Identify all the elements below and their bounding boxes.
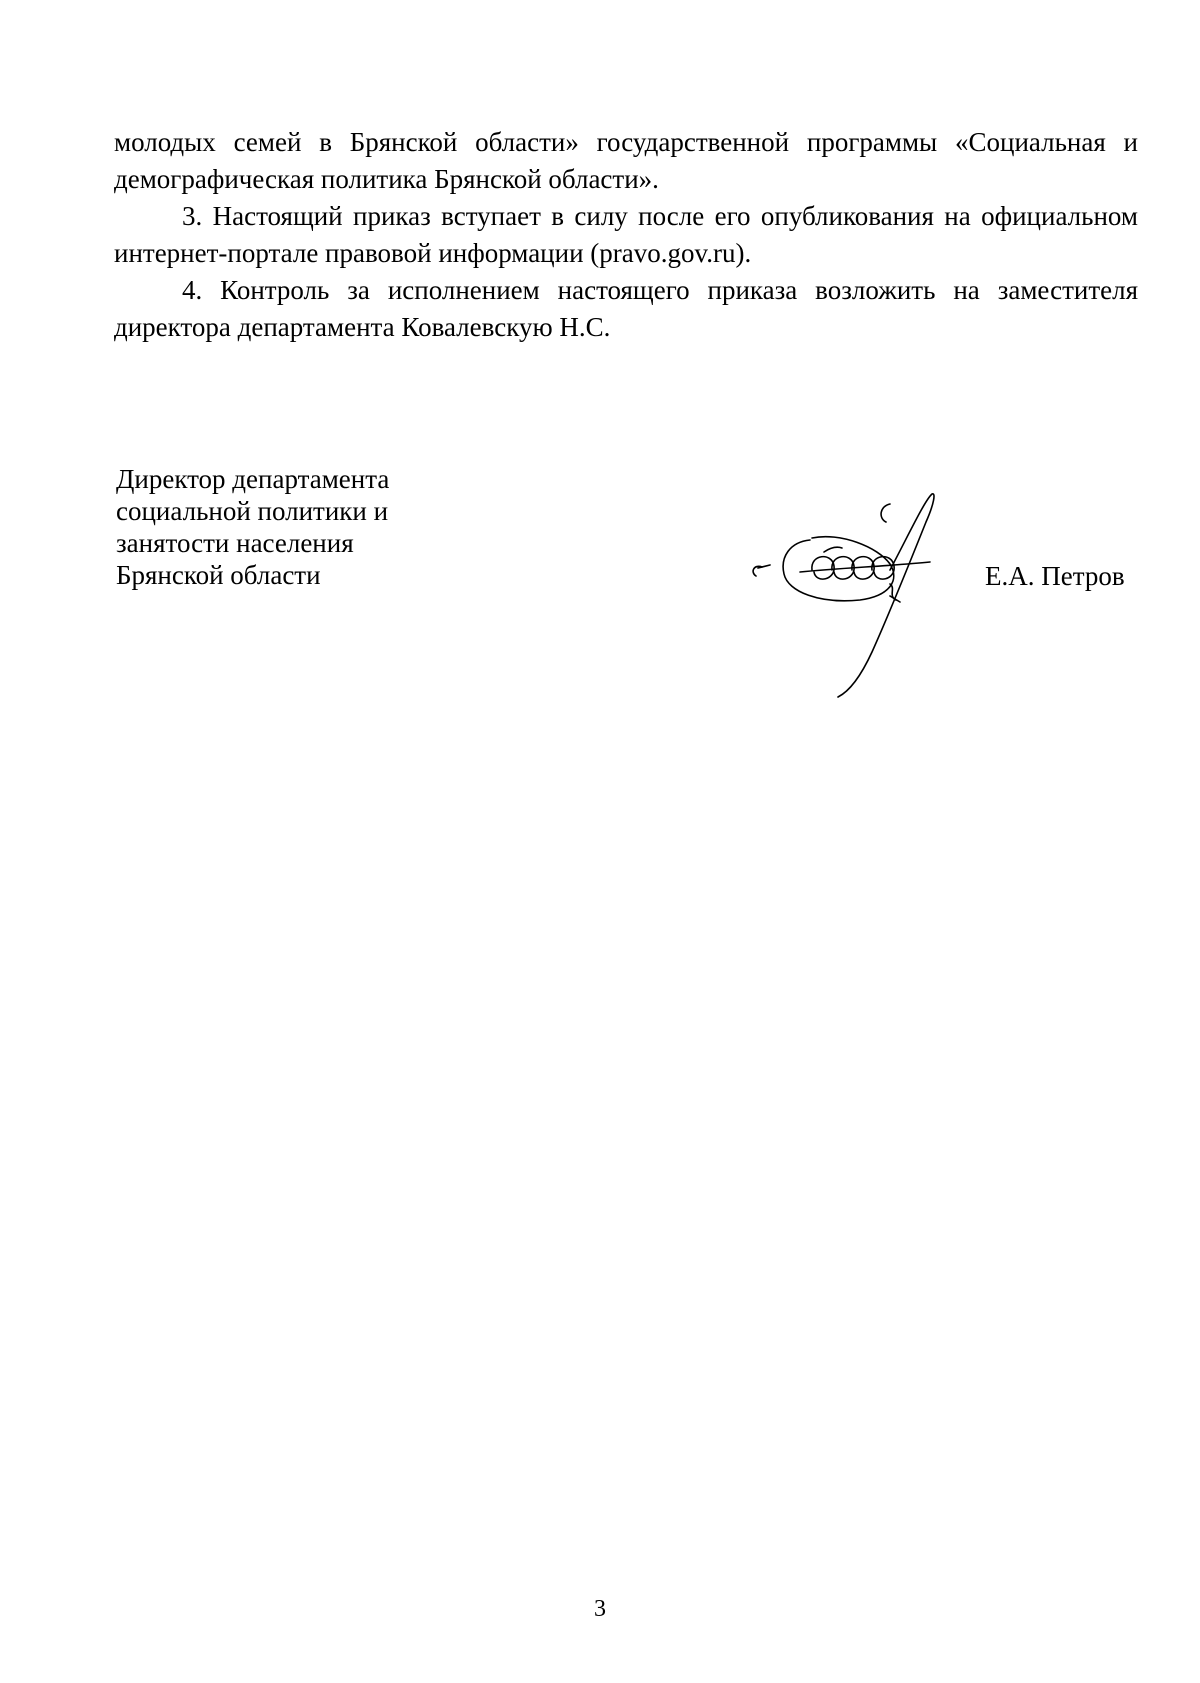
signatory-name: Е.А. Петров <box>985 561 1125 591</box>
handwritten-signature <box>740 492 990 742</box>
paragraph-item-4: 4. Контроль за исполнением настоящего приказа возложить на заместителя директора департамента Ковалевскую Н.С. <box>114 275 1138 342</box>
paragraph-continuation: молодых семей в Брянской области» государственной программы «Социальная и демографическая политика Брянской области». <box>114 127 1138 194</box>
signatory-title-line: Брянской области <box>116 560 321 590</box>
signatory-title-line: Директор департамента <box>116 464 390 494</box>
paragraph-item-3: 3. Настоящий приказ вступает в силу после его опубликования на официальном интернет-портале правовой информации (pravo.gov.ru). <box>114 201 1138 268</box>
page-number: 3 <box>594 1596 606 1622</box>
signatory-title-line: социальной политики и <box>116 496 389 526</box>
signatory-title <box>116 463 389 591</box>
document-body <box>114 124 1138 346</box>
signatory-title-line: занятости населения <box>116 528 354 558</box>
